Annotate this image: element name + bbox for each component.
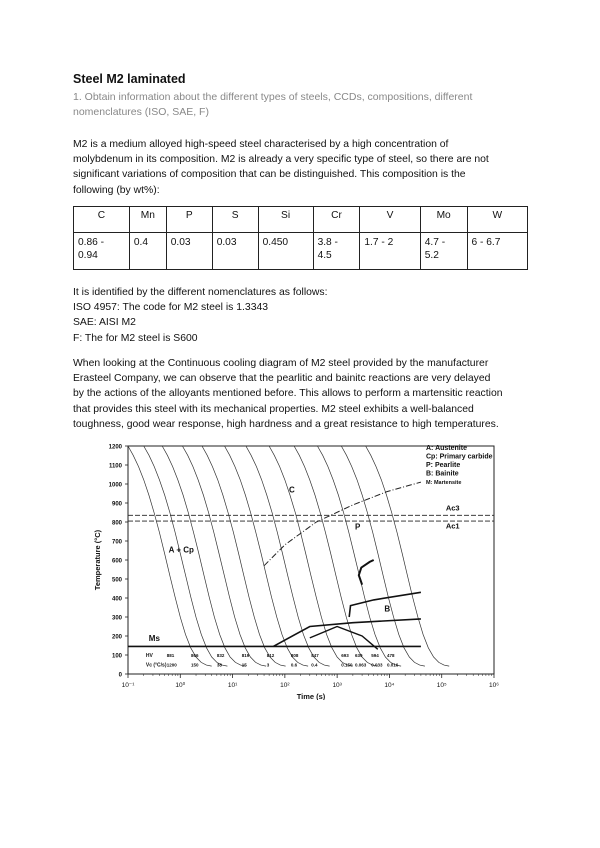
cooling-curves [128, 446, 494, 669]
x-tick-label: 10² [280, 682, 290, 689]
nomenclature-list [73, 285, 328, 346]
y-tick-label: 0 [118, 672, 122, 679]
y-tick-label: 900 [111, 501, 122, 508]
header-mo: Mo [420, 207, 467, 233]
x-tick-label: 10³ [332, 682, 342, 689]
region-label-c: C [288, 485, 295, 495]
pearlite-curve [359, 560, 374, 585]
document-title: Steel M2 laminated [73, 72, 186, 86]
header-cr: Cr [313, 207, 360, 233]
rate-value: 0.4 [311, 662, 318, 668]
rate-value: 1200 [166, 662, 177, 668]
region-label-ac3: Ac3 [445, 503, 460, 513]
y-tick-label: 400 [111, 596, 122, 603]
cooling-curve [317, 446, 401, 666]
intro-line: M2 is a medium alloyed high-speed steel characterised by a high concentration of [73, 139, 449, 150]
rate-value: 0.033 [371, 662, 383, 668]
rate-value: 0.063 [355, 662, 367, 668]
cooling-curve [366, 446, 450, 666]
hardness-value: 832 [216, 652, 225, 658]
value-cr: 3.8 - 4.5 [313, 233, 360, 270]
document-subtitle: 1. Obtain information about the different types of steels, CCDs, compositions, different nomenclatures (ISO, SAE, F) [73, 91, 473, 118]
value-s: 0.03 [212, 233, 258, 270]
hardness-value: 847 [311, 652, 319, 658]
rate-value: 0.6 [290, 662, 298, 668]
ccd-line: that provides this steel with its mechanical properties. M2 steel exhibits a well-balanced [73, 403, 474, 415]
x-tick-label: 10⁵ [436, 682, 447, 689]
region-label-ms: Ms [148, 633, 160, 643]
hardness-value: 808 [290, 652, 299, 658]
cooling-curve [225, 446, 309, 666]
intro-paragraph [73, 137, 528, 198]
ccd-line: Erasteel Company, we can observe that the pearlitic and bainitc reactions are very delayed [73, 373, 491, 385]
rate-value: 150 [190, 662, 199, 668]
intro-line: molybdenum in its composition. M2 is already a very specific type of steel, so there are not [73, 154, 489, 166]
header-p: P [166, 207, 212, 233]
cooling-curve [162, 446, 246, 666]
header-w: W [467, 207, 527, 233]
x-axis-title: Time (s) [296, 692, 326, 700]
x-tick-label: 10⁴ [384, 682, 395, 689]
vc-label: Vc (°C/s) [145, 662, 167, 669]
rate-value: 0.016 [387, 662, 399, 668]
header-si: Si [258, 207, 313, 233]
carbide-curve [264, 482, 421, 566]
value-w: 6 - 6.7 [467, 233, 527, 270]
y-tick-label: 600 [111, 558, 122, 565]
hardness-value: 594 [371, 652, 379, 658]
intro-line: following (by wt%): [73, 184, 160, 196]
x-tick-label: 10⁻¹ [121, 682, 135, 689]
hardness-value: 693 [341, 652, 349, 658]
y-axis-title: Temperature (°C) [93, 529, 102, 591]
rate-value: 3 [266, 662, 270, 668]
y-tick-label: 1200 [108, 444, 122, 451]
ccd-line: by the actions of the alloyants mentioned before. This allows to perform a martensitic reaction [73, 388, 503, 400]
y-tick-label: 200 [111, 634, 122, 641]
composition-value-row [74, 233, 528, 270]
legend-entry: Cp: Primary carbide [426, 453, 493, 461]
nomenclature-line: ISO 4957: The code for M2 steel is 1.3343 [73, 302, 269, 314]
hardness-value: 881 [166, 652, 175, 658]
region-label-a-cp: A + Cp [168, 545, 194, 555]
hardness-value: 866 [190, 652, 199, 658]
header-mn: Mn [129, 207, 166, 233]
y-tick-label: 500 [111, 577, 122, 584]
hardness-value: 478 [387, 652, 395, 658]
region-label-b: B [384, 604, 391, 614]
y-tick-label: 700 [111, 539, 122, 546]
nomenclature-line: SAE: AISI M2 [73, 317, 136, 329]
region-label-ac1: Ac1 [445, 521, 460, 531]
composition-header-row [74, 207, 528, 233]
x-tick-label: 10¹ [227, 682, 238, 689]
cooling-curve [182, 446, 266, 666]
value-v: 1.7 - 2 [360, 233, 420, 270]
rate-value: 38 [216, 662, 222, 668]
legend-entry: B: Bainite [426, 470, 459, 478]
ccd-paragraph [73, 356, 528, 432]
hardness-value: 639 [355, 652, 363, 658]
transformation-regions [128, 482, 421, 649]
rate-value: 0.150 [341, 662, 353, 668]
ccd-chart [90, 438, 510, 700]
intro-line: significant variations of composition that can be distinguished. This composition is the [73, 169, 466, 181]
rate-value: 15 [241, 662, 247, 668]
composition-table [73, 206, 528, 270]
value-mn: 0.4 [129, 233, 166, 270]
legend-entry: M: Martensite [426, 480, 462, 486]
nomenclature-line: F: The for M2 steel is S600 [73, 332, 198, 344]
header-v: V [360, 207, 420, 233]
x-tick-label: 10⁶ [489, 682, 499, 689]
cooling-curve [246, 446, 330, 666]
value-p: 0.03 [166, 233, 212, 270]
value-c: 0.86 - 0.94 [74, 233, 130, 270]
ccd-line: When looking at the Continuous cooling diagram of M2 steel provided by the manufacturer [73, 358, 489, 369]
y-tick-label: 1000 [108, 482, 122, 489]
legend-entry: P: Pearlite [426, 462, 461, 469]
legend-entry: A: Austenite [426, 445, 467, 452]
region-label-p: P [355, 522, 361, 532]
nomenclature-line: It is identified by the different nomenclatures as follows: [73, 287, 328, 298]
y-tick-label: 100 [111, 653, 122, 660]
value-mo: 4.7 - 5.2 [420, 233, 467, 270]
header-c: C [74, 207, 130, 233]
bainite-start-curve [273, 619, 421, 647]
hardness-value: 819 [241, 652, 250, 658]
value-si: 0.450 [258, 233, 313, 270]
hv-label: HV [145, 652, 153, 659]
x-tick-label: 10⁰ [175, 682, 186, 689]
hardness-value: 812 [266, 652, 275, 658]
ccd-line: toughness, good wear response, high hardness and a great resistance to high temperatures. [73, 418, 499, 430]
y-tick-label: 800 [111, 520, 122, 527]
y-tick-label: 300 [111, 615, 122, 622]
header-s: S [212, 207, 258, 233]
y-tick-label: 1100 [108, 463, 122, 470]
